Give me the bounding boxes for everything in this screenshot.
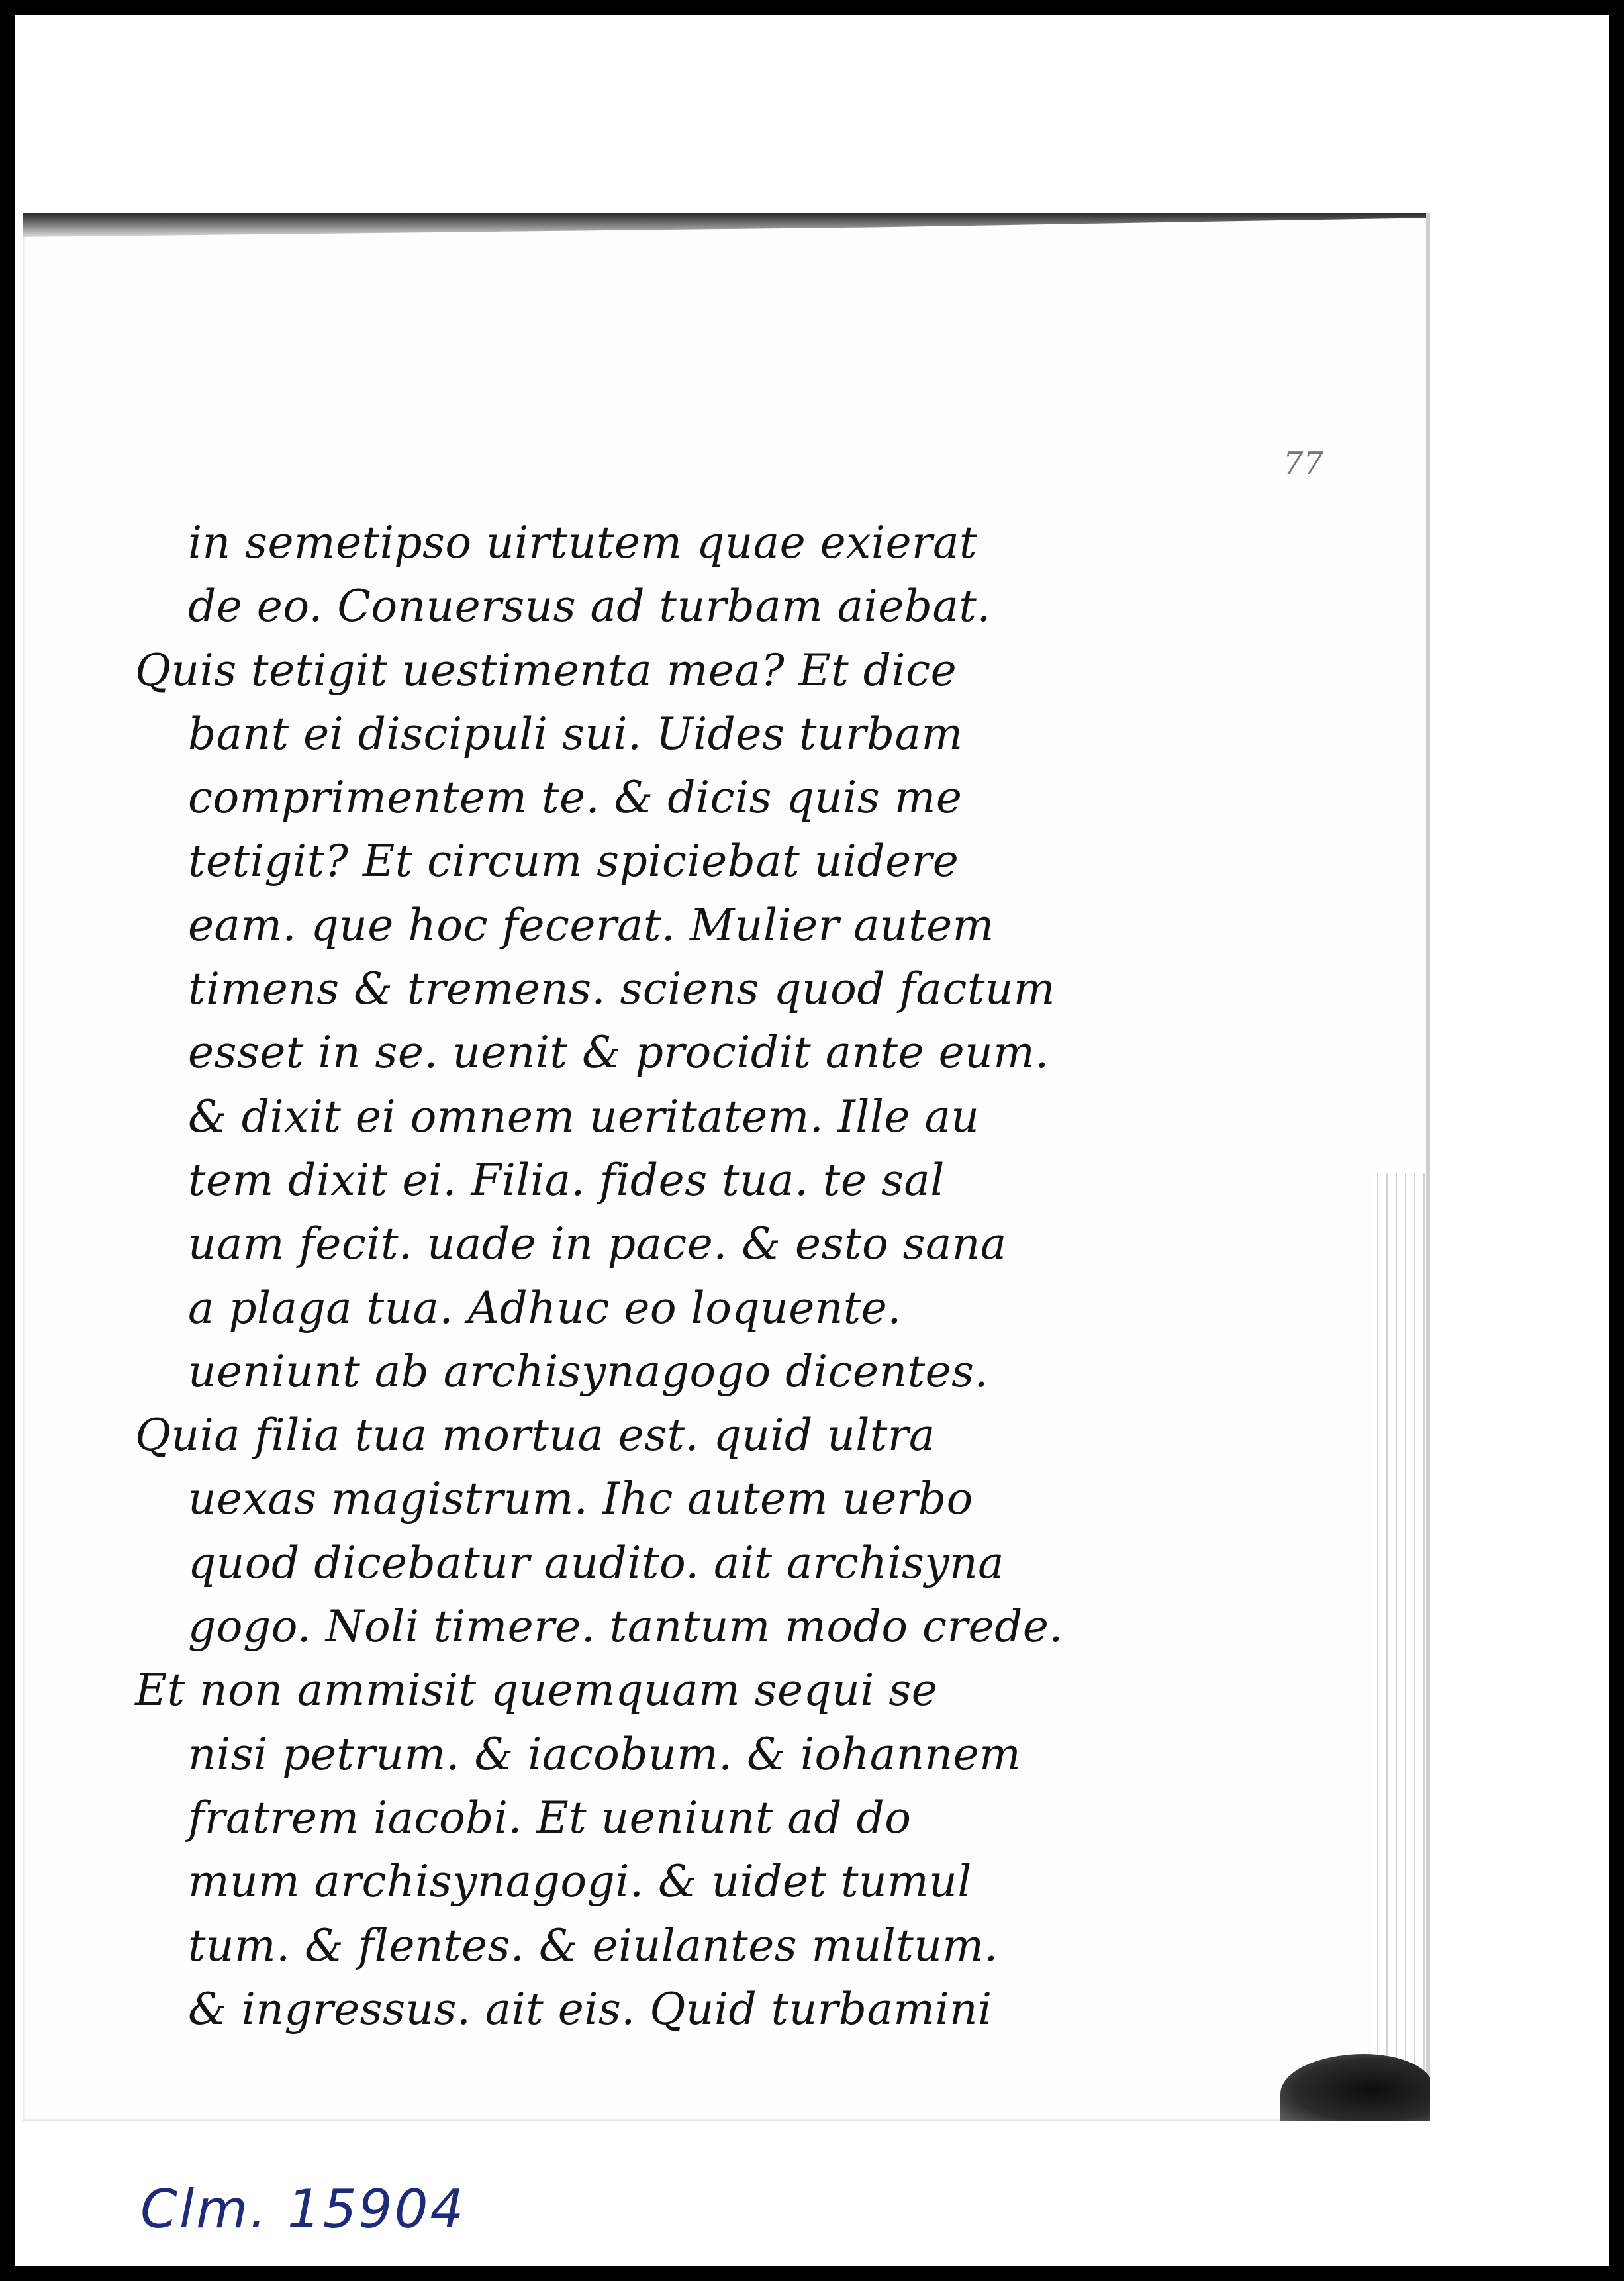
page-edges-texture: [1373, 1173, 1426, 2121]
manuscript-text-block: [135, 511, 1181, 2041]
shelfmark-handwritten: Clm. 15904: [140, 2178, 466, 2240]
text-line: & ingressus. ait eis. Quid turbamini: [188, 1983, 992, 2035]
folio-number: 77: [1283, 445, 1324, 482]
photo-right-border: [1426, 213, 1430, 2121]
text-line: Quis tetigit uestimenta mea? Et dice: [135, 644, 957, 696]
photo-mount-sheet: [15, 15, 1609, 2266]
text-line: eam. que hoc fecerat. Mulier autem: [188, 899, 994, 951]
text-line: gogo. Noli timere. tantum modo crede.: [188, 1601, 1063, 1653]
thumb-shadow: [1280, 2054, 1430, 2121]
text-line: in semetipso uirtutem quae exierat: [188, 517, 977, 568]
text-line: quod dicebatur audito. ait archisyna: [188, 1537, 1004, 1588]
text-line: fratrem iacobi. Et ueniunt ad do: [188, 1792, 912, 1843]
text-line: esset in se. uenit & procidit ante eum.: [188, 1027, 1049, 1079]
text-line: bant ei discipuli sui. Uides turbam: [188, 708, 963, 759]
text-line: Quia filia tua mortua est. quid ultra: [135, 1410, 935, 1461]
text-line: mum archisynagogi. & uidet tumul: [188, 1856, 972, 1908]
manuscript-photograph: [23, 213, 1430, 2121]
text-line: uam fecit. uade in pace. & esto sana: [188, 1218, 1007, 1270]
text-line: timens & tremens. sciens quod factum: [188, 963, 1055, 1015]
text-line: de eo. Conuersus ad turbam aiebat.: [188, 581, 991, 632]
text-line: a plaga tua. Adhuc eo loquente.: [188, 1282, 902, 1334]
text-line: comprimentem te. & dicis quis me: [188, 772, 963, 824]
text-line: tetigit? Et circum spiciebat uidere: [188, 836, 959, 887]
text-line: tum. & flentes. & eiulantes multum.: [188, 1919, 998, 1971]
text-line: Et non ammisit quemquam sequi se: [135, 1665, 938, 1716]
text-line: ueniunt ab archisynagogo dicentes.: [188, 1345, 989, 1397]
text-line: nisi petrum. & iacobum. & iohannem: [188, 1728, 1022, 1780]
text-line: & dixit ei omnem ueritatem. Ille au: [188, 1091, 980, 1142]
text-line: uexas magistrum. Ihc autem uerbo: [188, 1473, 973, 1525]
photo-top-shadow: [23, 213, 1430, 237]
text-line: tem dixit ei. Filia. fides tua. te sal: [188, 1154, 945, 1206]
